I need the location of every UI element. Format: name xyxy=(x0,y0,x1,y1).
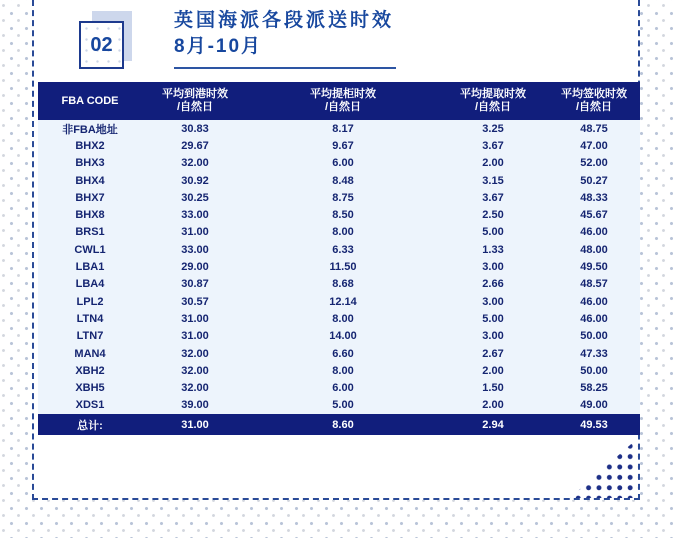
total-value-cell: 8.60 xyxy=(332,418,354,431)
fba-code-cell: XBH2 xyxy=(75,364,105,377)
column-header: 平均提柜时效 /自然日 xyxy=(310,88,376,113)
table-row xyxy=(38,379,640,396)
value-cell: 8.00 xyxy=(332,364,354,377)
value-cell: 12.14 xyxy=(329,295,357,308)
value-cell: 33.00 xyxy=(181,243,209,256)
value-cell: 30.92 xyxy=(181,174,209,187)
table-total-row xyxy=(38,414,640,435)
total-value-cell: 31.00 xyxy=(181,418,209,431)
table-row xyxy=(38,345,640,362)
value-cell: 8.00 xyxy=(332,312,354,325)
total-label-cell: 总计: xyxy=(77,419,103,432)
total-value-cell: 49.53 xyxy=(580,418,608,431)
fba-code-cell: BHX2 xyxy=(75,139,105,152)
section-number: 02 xyxy=(90,33,113,56)
value-cell: 46.00 xyxy=(580,295,608,308)
table-row xyxy=(38,155,640,172)
value-cell: 47.33 xyxy=(580,347,608,360)
value-cell: 50.27 xyxy=(580,174,608,187)
value-cell: 30.25 xyxy=(181,191,209,204)
column-header: 平均提取时效 /自然日 xyxy=(459,88,526,113)
value-cell: 3.00 xyxy=(482,261,504,274)
table-row xyxy=(38,120,640,137)
value-cell: 29.67 xyxy=(181,139,209,152)
fba-code-cell: XDS1 xyxy=(75,399,105,412)
value-cell: 3.67 xyxy=(482,191,504,204)
table-row xyxy=(38,241,640,258)
column-header: 平均到港时效 /自然日 xyxy=(162,88,229,113)
value-cell: 30.87 xyxy=(181,278,209,291)
fba-code-cell: CWL1 xyxy=(74,243,106,256)
value-cell: 6.00 xyxy=(332,382,354,395)
value-cell: 6.33 xyxy=(332,243,354,256)
value-cell: 58.25 xyxy=(580,382,608,395)
value-cell: 8.75 xyxy=(332,191,354,204)
value-cell: 31.00 xyxy=(181,330,209,343)
fba-code-cell: LBA4 xyxy=(75,278,105,291)
value-cell: 2.00 xyxy=(482,364,504,377)
value-cell: 2.00 xyxy=(482,399,504,412)
value-cell: 5.00 xyxy=(482,312,504,325)
value-cell: 8.50 xyxy=(332,209,354,222)
value-cell: 9.67 xyxy=(332,139,354,152)
value-cell: 2.50 xyxy=(482,209,504,222)
table-row xyxy=(38,328,640,345)
fba-code-cell: BHX7 xyxy=(75,191,105,204)
fba-code-cell: LPL2 xyxy=(76,295,104,308)
page-title: 英国海派各段派送时效 xyxy=(174,10,395,31)
table-row xyxy=(38,206,640,223)
fba-code-cell: XBH5 xyxy=(75,382,105,395)
column-header: FBA CODE xyxy=(61,94,119,107)
value-cell: 8.00 xyxy=(332,226,354,239)
table-row xyxy=(38,293,640,310)
value-cell: 31.00 xyxy=(181,226,209,239)
value-cell: 8.17 xyxy=(332,122,354,135)
total-value-cell: 2.94 xyxy=(482,418,504,431)
value-cell: 5.00 xyxy=(332,399,354,412)
table-row xyxy=(38,172,640,189)
value-cell: 45.67 xyxy=(580,209,608,222)
table-row xyxy=(38,137,640,154)
value-cell: 8.48 xyxy=(332,174,354,187)
value-cell: 49.00 xyxy=(580,399,608,412)
value-cell: 8.68 xyxy=(332,278,354,291)
value-cell: 47.00 xyxy=(580,139,608,152)
value-cell: 46.00 xyxy=(580,312,608,325)
value-cell: 14.00 xyxy=(329,330,357,343)
report-panel xyxy=(32,0,640,500)
fba-code-cell: LTN4 xyxy=(76,312,104,325)
page-subtitle: 8月-10月 xyxy=(174,36,263,57)
fba-code-cell: LTN7 xyxy=(76,330,104,343)
table-row xyxy=(38,362,640,379)
value-cell: 1.33 xyxy=(482,243,504,256)
value-cell: 46.00 xyxy=(580,226,608,239)
value-cell: 29.00 xyxy=(181,261,209,274)
value-cell: 39.00 xyxy=(181,399,209,412)
page-title-block xyxy=(174,8,396,69)
value-cell: 32.00 xyxy=(181,347,209,360)
fba-code-cell: BHX3 xyxy=(75,157,105,170)
value-cell: 32.00 xyxy=(181,382,209,395)
fba-code-cell: 非FBA地址 xyxy=(62,123,118,136)
table-row xyxy=(38,258,640,275)
value-cell: 2.66 xyxy=(482,278,504,291)
value-cell: 30.83 xyxy=(181,122,209,135)
value-cell: 48.57 xyxy=(580,278,608,291)
value-cell: 1.50 xyxy=(482,382,504,395)
value-cell: 48.33 xyxy=(580,191,608,204)
value-cell: 48.00 xyxy=(580,243,608,256)
value-cell: 31.00 xyxy=(181,312,209,325)
fba-code-cell: BHX4 xyxy=(75,174,105,187)
value-cell: 11.50 xyxy=(329,261,357,274)
value-cell: 50.00 xyxy=(580,364,608,377)
value-cell: 3.15 xyxy=(482,174,504,187)
value-cell: 2.00 xyxy=(482,157,504,170)
value-cell: 6.00 xyxy=(332,157,354,170)
table-row xyxy=(38,224,640,241)
value-cell: 6.60 xyxy=(332,347,354,360)
column-header: 平均签收时效 /自然日 xyxy=(560,88,627,113)
table-row xyxy=(38,397,640,414)
fba-code-cell: BHX8 xyxy=(75,209,105,222)
value-cell: 5.00 xyxy=(482,226,504,239)
value-cell: 3.00 xyxy=(482,330,504,343)
table-header-row xyxy=(38,82,640,120)
value-cell: 32.00 xyxy=(181,364,209,377)
value-cell: 32.00 xyxy=(181,157,209,170)
table-row xyxy=(38,276,640,293)
value-cell: 52.00 xyxy=(580,157,608,170)
value-cell: 48.75 xyxy=(580,122,608,135)
fba-code-cell: BRS1 xyxy=(75,226,105,239)
table-row xyxy=(38,310,640,327)
delivery-timing-table xyxy=(38,82,640,435)
value-cell: 30.57 xyxy=(181,295,209,308)
value-cell: 50.00 xyxy=(580,330,608,343)
section-number-badge xyxy=(79,21,124,69)
value-cell: 3.25 xyxy=(482,122,504,135)
fba-code-cell: MAN4 xyxy=(74,347,106,360)
value-cell: 2.67 xyxy=(482,347,504,360)
fba-code-cell: LBA1 xyxy=(75,261,105,274)
value-cell: 3.67 xyxy=(482,139,504,152)
dot-triangle-decoration xyxy=(570,438,638,498)
value-cell: 49.50 xyxy=(580,261,608,274)
table-row xyxy=(38,189,640,206)
table-body xyxy=(38,120,640,414)
value-cell: 33.00 xyxy=(181,209,209,222)
value-cell: 3.00 xyxy=(482,295,504,308)
